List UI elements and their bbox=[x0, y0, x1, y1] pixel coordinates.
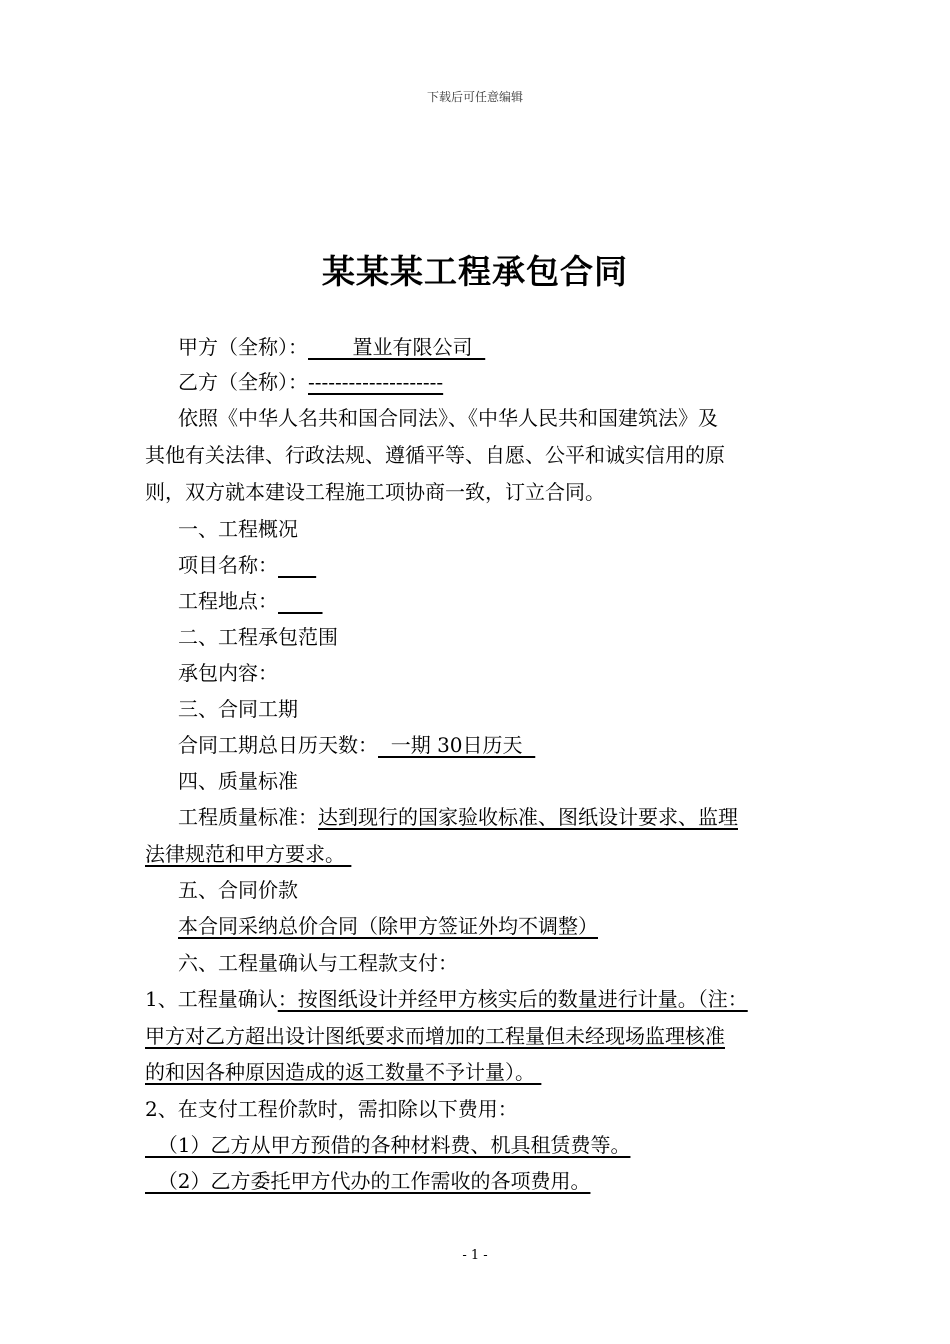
preamble-line-2: 其他有关法律、行政法规、遵循平等、自愿、公平和诚实信用的原 bbox=[145, 443, 725, 467]
section-4-heading: 四、质量标准 bbox=[178, 769, 298, 793]
quality-value-2: 法律规范和甲方要求。 bbox=[145, 842, 352, 866]
duration-label: 合同工期总日历天数： bbox=[178, 733, 378, 757]
quality-value-1: 达到现行的国家验收标准、图纸设计要求、监理 bbox=[318, 805, 738, 829]
party-b-value: -------------------- bbox=[308, 370, 444, 394]
item-1-line-2 bbox=[145, 1022, 825, 1050]
section-5-heading: 五、合同价款 bbox=[178, 878, 298, 902]
item-1-value-2: 甲方对乙方超出设计图纸要求而增加的工程量但未经现场监理核准 bbox=[145, 1024, 725, 1048]
party-a-value: 置业有限公司 bbox=[308, 335, 486, 359]
section-2-heading: 二、工程承包范围 bbox=[178, 625, 338, 649]
deduction-1: （1）乙方从甲方预借的各种材料费、机具租赁费等。 bbox=[145, 1133, 631, 1157]
page-title: 某某某工程承包合同 bbox=[322, 252, 628, 291]
quality-label: 工程质量标准： bbox=[178, 805, 318, 829]
item-2-line: 2、在支付工程价款时，需扣除以下费用： bbox=[145, 1097, 518, 1121]
item-1-line-1 bbox=[145, 985, 825, 1013]
project-name-label: 项目名称： bbox=[178, 553, 278, 577]
price-text: 本合同采纳总价合同（除甲方签证外均不调整） bbox=[178, 914, 598, 938]
duration-value: 一期 30日历天 bbox=[378, 733, 536, 757]
header-note: 下载后可任意编辑 bbox=[426, 90, 523, 104]
section-6-heading: 六、工程量确认与工程款支付： bbox=[178, 951, 458, 975]
duration-line bbox=[178, 731, 858, 759]
content-label: 承包内容： bbox=[178, 661, 278, 685]
preamble-line-1: 依照《中华人名共和国合同法》、《中华人民共和国建筑法》及 bbox=[178, 406, 718, 430]
item-1-value-3: 的和因各种原因造成的返工数量不予计量）。 bbox=[145, 1060, 542, 1084]
item-1-value-1: ：按图纸设计并经甲方核实后的数量进行计量。（注： bbox=[277, 987, 748, 1011]
party-b-label: 乙方（全称）： bbox=[178, 370, 308, 394]
site-line bbox=[178, 587, 858, 615]
deduction-1-line bbox=[145, 1131, 825, 1159]
section-3-heading: 三、合同工期 bbox=[178, 697, 298, 721]
site-value bbox=[278, 589, 323, 613]
quality-line-1 bbox=[178, 803, 858, 831]
quality-line-2 bbox=[145, 840, 825, 868]
site-label: 工程地点： bbox=[178, 589, 278, 613]
project-name-value bbox=[278, 553, 316, 577]
preamble-line-3: 则，双方就本建设工程施工项协商一致，订立合同。 bbox=[145, 480, 605, 504]
page-number: - 1 - bbox=[462, 1248, 488, 1263]
section-1-heading: 一、工程概况 bbox=[178, 517, 298, 541]
item-1-line-3 bbox=[145, 1058, 825, 1086]
project-name-line bbox=[178, 551, 858, 579]
deduction-2: （2）乙方委托甲方代办的工作需收的各项费用。 bbox=[145, 1169, 591, 1193]
item-1-label: 1、工程量确认 bbox=[145, 987, 278, 1011]
party-b-line bbox=[178, 368, 858, 396]
deduction-2-line bbox=[145, 1167, 825, 1195]
party-a-label: 甲方（全称）： bbox=[178, 335, 308, 359]
price-line bbox=[178, 912, 858, 940]
party-a-line bbox=[178, 333, 858, 361]
